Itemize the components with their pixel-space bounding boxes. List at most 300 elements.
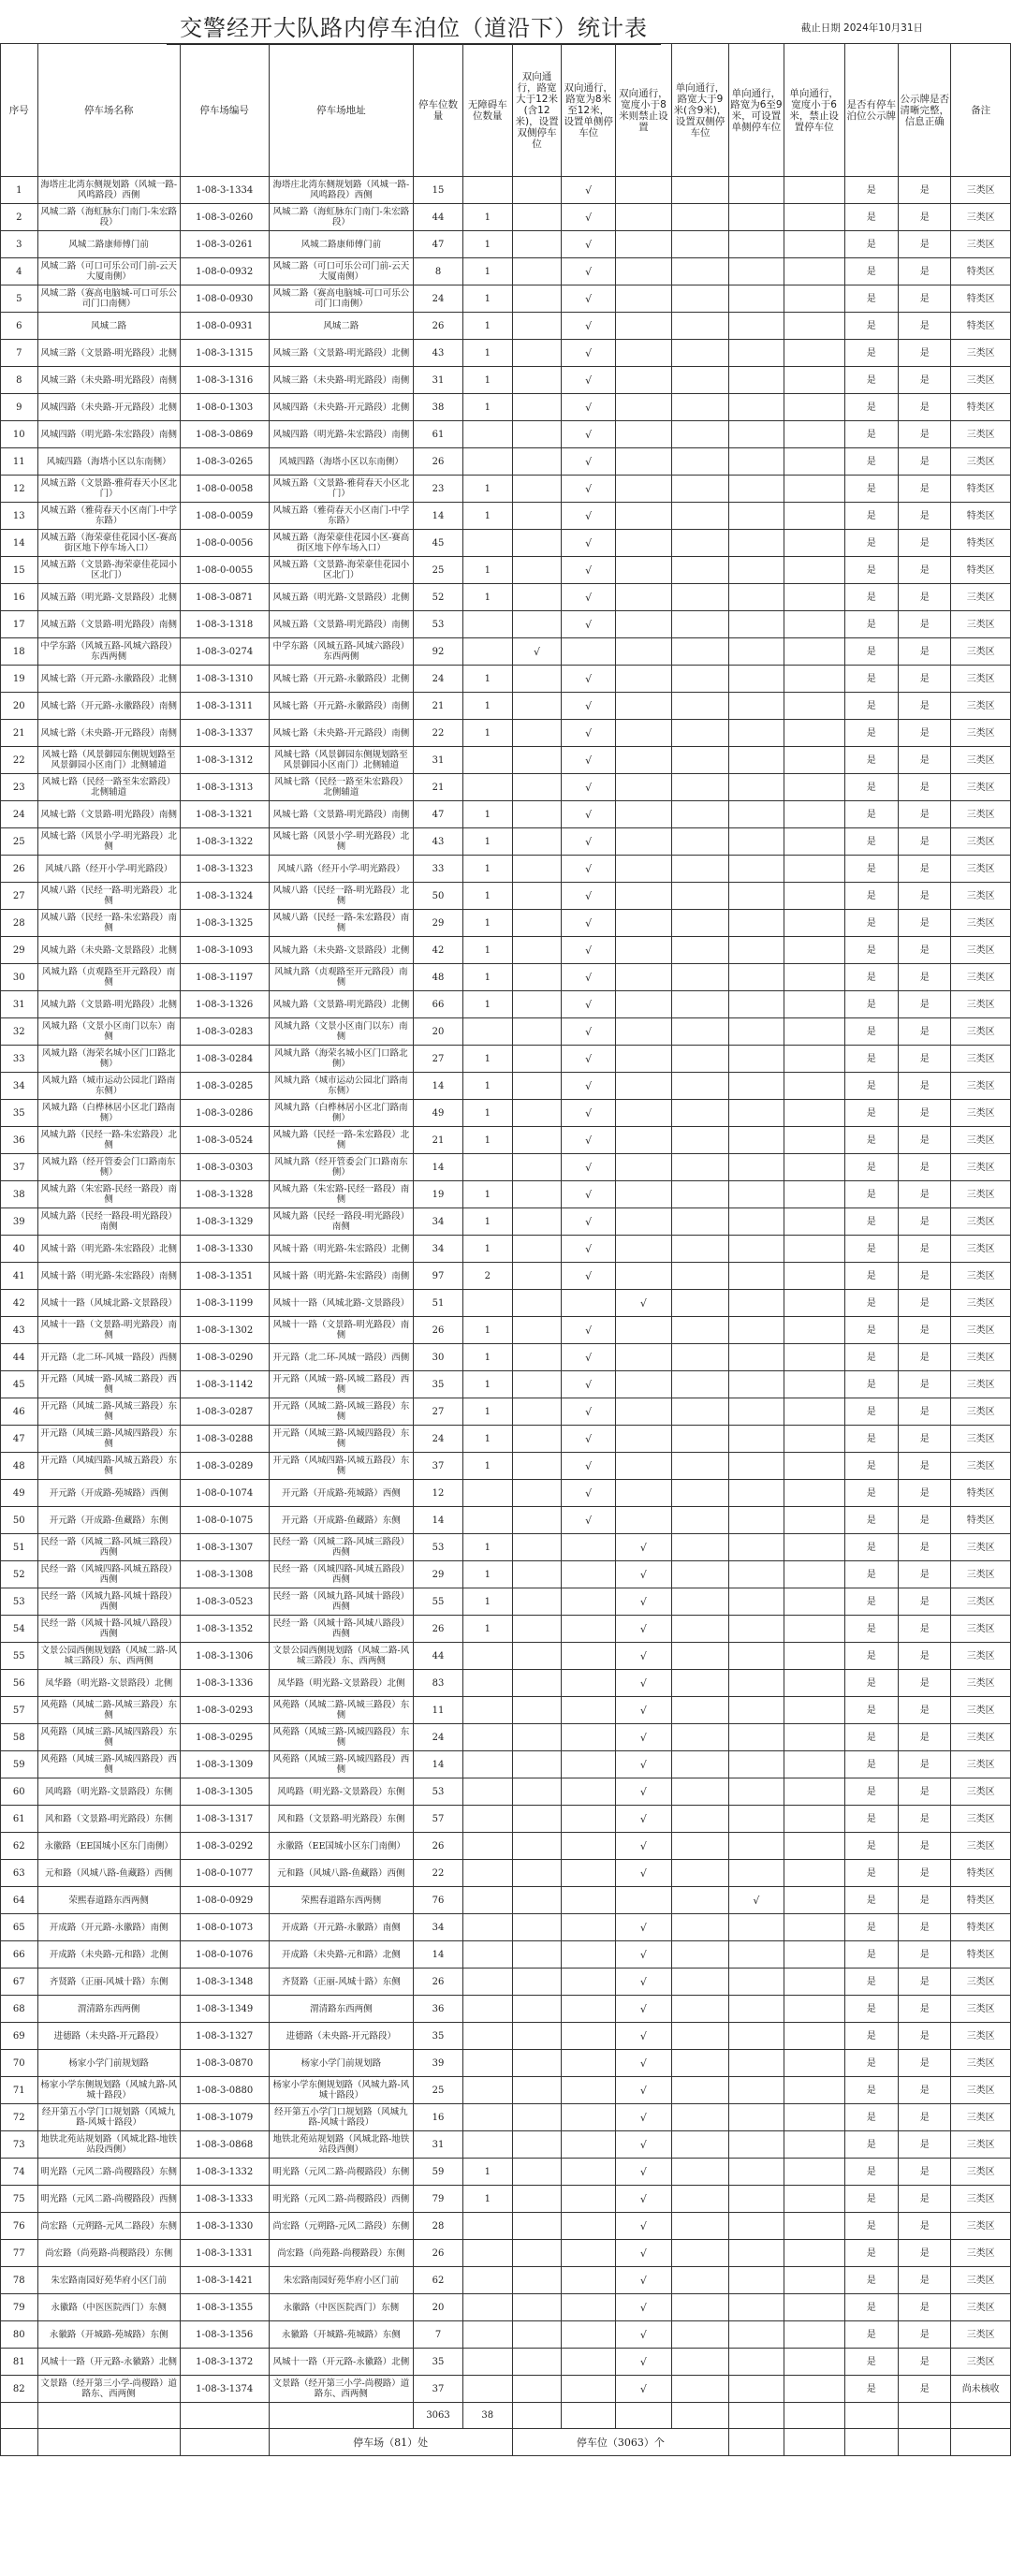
two-way-mid-single: √ — [562, 1100, 616, 1127]
two-way-mid-single: √ — [562, 1046, 616, 1073]
accessible-count: 1 — [462, 693, 512, 720]
two-way-narrow-prohibited — [615, 1371, 671, 1398]
table-row — [1, 937, 1011, 964]
two-way-wide-double — [512, 177, 562, 204]
remark: 三类区 — [951, 1996, 1011, 2023]
space-count: 47 — [414, 801, 463, 828]
two-way-mid-single — [562, 2104, 616, 2131]
accessible-count — [462, 448, 512, 476]
space-count: 26 — [414, 313, 463, 340]
lot-name: 开成路（未央路-元和路）北侧 — [37, 1941, 180, 1969]
remark: 三类区 — [951, 1344, 1011, 1371]
lot-name: 文景路（经开第三小学-尚稷路）道路东、西两侧 — [37, 2376, 180, 2403]
accessible-count — [462, 1697, 512, 1724]
one-way-wide-double — [671, 1588, 728, 1616]
one-way-wide-double — [671, 1697, 728, 1724]
table-row — [1, 638, 1011, 666]
one-way-mid-single — [729, 2104, 784, 2131]
two-way-mid-single — [562, 2321, 616, 2349]
accessible-count: 1 — [462, 557, 512, 584]
two-way-narrow-prohibited — [615, 204, 671, 231]
sign-clear: 是 — [899, 1236, 951, 1263]
two-way-wide-double — [512, 2131, 562, 2159]
one-way-mid-single — [729, 883, 784, 910]
one-way-mid-single — [729, 313, 784, 340]
two-way-narrow-prohibited: √ — [615, 2321, 671, 2349]
remark: 三类区 — [951, 1534, 1011, 1561]
row-number: 44 — [1, 1344, 38, 1371]
accessible-count — [462, 1941, 512, 1969]
remark: 三类区 — [951, 1263, 1011, 1290]
one-way-wide-double — [671, 1996, 728, 2023]
remark: 三类区 — [951, 611, 1011, 638]
lot-code: 1-08-3-0869 — [180, 421, 269, 448]
two-way-mid-single: √ — [562, 720, 616, 747]
sign-clear: 是 — [899, 1398, 951, 1426]
accessible-count — [462, 1887, 512, 1914]
two-way-mid-single — [562, 1751, 616, 1778]
accessible-count — [462, 1480, 512, 1507]
accessible-count: 1 — [462, 285, 512, 313]
lot-name: 民经一路（风城九路-风城十路段）西侧 — [37, 1588, 180, 1616]
sign-present: 是 — [844, 503, 899, 530]
sign-present: 是 — [844, 1344, 899, 1371]
two-way-wide-double — [512, 1643, 562, 1670]
row-number: 48 — [1, 1453, 38, 1480]
sign-clear: 是 — [899, 2050, 951, 2077]
sign-clear: 是 — [899, 1833, 951, 1860]
lot-code: 1-08-3-1079 — [180, 2104, 269, 2131]
two-way-wide-double — [512, 2186, 562, 2213]
table-row — [1, 367, 1011, 394]
two-way-mid-single: √ — [562, 856, 616, 883]
one-way-mid-single — [729, 1996, 784, 2023]
sign-clear: 是 — [899, 1751, 951, 1778]
row-number: 45 — [1, 1371, 38, 1398]
table-row — [1, 1643, 1011, 1670]
table-row — [1, 204, 1011, 231]
lot-address: 风城五路（文景路-明光路段）南侧 — [269, 611, 414, 638]
accessible-count: 1 — [462, 964, 512, 991]
two-way-narrow-prohibited — [615, 638, 671, 666]
lot-code: 1-08-3-1315 — [180, 340, 269, 367]
two-way-mid-single: √ — [562, 1398, 616, 1426]
table-row — [1, 2131, 1011, 2159]
two-way-wide-double — [512, 1046, 562, 1073]
total-accessible: 38 — [462, 2403, 512, 2429]
one-way-mid-single — [729, 1751, 784, 1778]
two-way-mid-single: √ — [562, 1181, 616, 1208]
row-number: 31 — [1, 991, 38, 1018]
lot-address: 风城八路（经开小学-明光路段） — [269, 856, 414, 883]
two-way-narrow-prohibited — [615, 1073, 671, 1100]
one-way-mid-single — [729, 1724, 784, 1751]
two-way-mid-single: √ — [562, 1344, 616, 1371]
sign-present: 是 — [844, 1806, 899, 1833]
lot-name: 风城九路（贞观路至开元路段）南侧 — [37, 964, 180, 991]
two-way-wide-double — [512, 774, 562, 801]
lot-name: 中学东路（风城五路-风城六路段）东西两侧 — [37, 638, 180, 666]
lot-code: 1-08-3-1330 — [180, 2213, 269, 2240]
two-way-mid-single: √ — [562, 910, 616, 937]
table-row — [1, 448, 1011, 476]
table-row — [1, 1263, 1011, 1290]
lot-address: 明光路（元风二路-尚稷路段）西侧 — [269, 2186, 414, 2213]
two-way-narrow-prohibited: √ — [615, 1643, 671, 1670]
one-way-wide-double — [671, 1398, 728, 1426]
accessible-count — [462, 2349, 512, 2376]
space-count: 26 — [414, 1317, 463, 1344]
two-way-narrow-prohibited — [615, 856, 671, 883]
space-count: 57 — [414, 1806, 463, 1833]
lot-code: 1-08-3-1324 — [180, 883, 269, 910]
two-way-mid-single — [562, 1697, 616, 1724]
two-way-narrow-prohibited — [615, 1208, 671, 1236]
two-way-mid-single — [562, 1969, 616, 1996]
sign-clear: 是 — [899, 666, 951, 693]
two-way-narrow-prohibited — [615, 991, 671, 1018]
two-way-mid-single — [562, 2131, 616, 2159]
empty-cell — [37, 2429, 180, 2456]
table-row — [1, 2267, 1011, 2294]
lot-code: 1-08-3-1349 — [180, 1996, 269, 2023]
table-row — [1, 611, 1011, 638]
empty-cell — [1, 2429, 38, 2456]
sign-clear: 是 — [899, 1263, 951, 1290]
accessible-count: 2 — [462, 1263, 512, 1290]
accessible-count — [462, 177, 512, 204]
sign-present: 是 — [844, 1263, 899, 1290]
one-way-narrow-prohibited — [784, 1833, 844, 1860]
space-count: 14 — [414, 1507, 463, 1534]
sign-present: 是 — [844, 1941, 899, 1969]
one-way-narrow-prohibited — [784, 1018, 844, 1046]
remark: 特类区 — [951, 1480, 1011, 1507]
remark: 三类区 — [951, 1181, 1011, 1208]
two-way-narrow-prohibited: √ — [615, 2077, 671, 2104]
sign-present: 是 — [844, 1181, 899, 1208]
lot-name: 风城七路（风景御园东侧规划路至风景御园小区南门）北侧辅道 — [37, 747, 180, 774]
one-way-narrow-prohibited — [784, 2104, 844, 2131]
lot-address: 风城二路 — [269, 313, 414, 340]
lot-name: 元和路（风城八路-鱼藏路）西侧 — [37, 1860, 180, 1887]
sign-present: 是 — [844, 1996, 899, 2023]
two-way-narrow-prohibited — [615, 1453, 671, 1480]
one-way-mid-single — [729, 1778, 784, 1806]
one-way-mid-single — [729, 1344, 784, 1371]
row-number: 39 — [1, 1208, 38, 1236]
one-way-mid-single — [729, 666, 784, 693]
two-way-wide-double — [512, 937, 562, 964]
lot-code: 1-08-3-1336 — [180, 1670, 269, 1697]
sign-present: 是 — [844, 1914, 899, 1941]
table-row — [1, 1724, 1011, 1751]
two-way-narrow-prohibited — [615, 1181, 671, 1208]
lot-address: 风城五路（海荣豪佳花园小区-赛高街区地下停车场入口） — [269, 530, 414, 557]
two-way-mid-single: √ — [562, 1073, 616, 1100]
remark: 三类区 — [951, 1208, 1011, 1236]
remark: 三类区 — [951, 937, 1011, 964]
sign-clear: 是 — [899, 1561, 951, 1588]
sign-clear: 是 — [899, 1181, 951, 1208]
one-way-wide-double — [671, 1046, 728, 1073]
one-way-narrow-prohibited — [784, 1588, 844, 1616]
two-way-mid-single: √ — [562, 1317, 616, 1344]
lot-name: 风城二路（可口可乐公司门前-云天大厦南侧） — [37, 258, 180, 285]
table-row — [1, 1616, 1011, 1643]
one-way-narrow-prohibited — [784, 611, 844, 638]
two-way-wide-double — [512, 258, 562, 285]
remark: 三类区 — [951, 1616, 1011, 1643]
table-row — [1, 2077, 1011, 2104]
one-way-mid-single — [729, 394, 784, 421]
two-way-narrow-prohibited: √ — [615, 1697, 671, 1724]
sign-clear: 是 — [899, 1724, 951, 1751]
two-way-mid-single — [562, 2159, 616, 2186]
lot-name: 风城二路（海虹脉东门南门-朱宏路段） — [37, 204, 180, 231]
sign-present: 是 — [844, 801, 899, 828]
lot-code: 1-08-3-1142 — [180, 1371, 269, 1398]
two-way-mid-single — [562, 1290, 616, 1317]
two-way-narrow-prohibited — [615, 1887, 671, 1914]
two-way-wide-double — [512, 1480, 562, 1507]
header-cell: 序号 — [1, 44, 38, 177]
space-count: 76 — [414, 1887, 463, 1914]
one-way-mid-single — [729, 1833, 784, 1860]
lot-code: 1-08-3-0274 — [180, 638, 269, 666]
two-way-mid-single — [562, 2240, 616, 2267]
space-count: 20 — [414, 1018, 463, 1046]
two-way-mid-single: √ — [562, 991, 616, 1018]
two-way-mid-single: √ — [562, 448, 616, 476]
one-way-narrow-prohibited — [784, 883, 844, 910]
lot-name: 文景公园西侧规划路（风城二路-风城三路段）东、西两侧 — [37, 1643, 180, 1670]
remark: 特类区 — [951, 258, 1011, 285]
sign-present: 是 — [844, 2376, 899, 2403]
sign-clear: 是 — [899, 2321, 951, 2349]
lot-name: 永徽路（EE国城小区东门南侧） — [37, 1833, 180, 1860]
accessible-count: 1 — [462, 394, 512, 421]
row-number: 61 — [1, 1806, 38, 1833]
two-way-mid-single: √ — [562, 801, 616, 828]
sign-clear: 是 — [899, 1969, 951, 1996]
one-way-wide-double — [671, 856, 728, 883]
one-way-wide-double — [671, 1127, 728, 1154]
row-number: 60 — [1, 1778, 38, 1806]
space-count: 15 — [414, 177, 463, 204]
lot-code: 1-08-3-1306 — [180, 1643, 269, 1670]
two-way-narrow-prohibited — [615, 503, 671, 530]
table-row — [1, 828, 1011, 856]
sign-present: 是 — [844, 1371, 899, 1398]
sign-present: 是 — [844, 747, 899, 774]
one-way-mid-single — [729, 638, 784, 666]
one-way-narrow-prohibited — [784, 1887, 844, 1914]
one-way-mid-single — [729, 1643, 784, 1670]
remark: 三类区 — [951, 1073, 1011, 1100]
one-way-narrow-prohibited — [784, 448, 844, 476]
space-count: 45 — [414, 530, 463, 557]
sign-present: 是 — [844, 2240, 899, 2267]
two-way-narrow-prohibited — [615, 448, 671, 476]
two-way-mid-single: √ — [562, 1426, 616, 1453]
two-way-wide-double — [512, 1426, 562, 1453]
one-way-narrow-prohibited — [784, 910, 844, 937]
remark: 三类区 — [951, 1236, 1011, 1263]
row-number: 40 — [1, 1236, 38, 1263]
summary-spaces: 停车位（3063）个 — [512, 2429, 728, 2456]
table-row — [1, 1046, 1011, 1073]
table-row — [1, 1236, 1011, 1263]
space-count: 37 — [414, 2376, 463, 2403]
table-row — [1, 1100, 1011, 1127]
one-way-mid-single — [729, 1806, 784, 1833]
sign-clear: 是 — [899, 1344, 951, 1371]
accessible-count — [462, 1806, 512, 1833]
one-way-wide-double — [671, 1344, 728, 1371]
accessible-count: 1 — [462, 1453, 512, 1480]
lot-code: 1-08-3-1307 — [180, 1534, 269, 1561]
two-way-wide-double — [512, 1453, 562, 1480]
two-way-wide-double — [512, 1751, 562, 1778]
row-number: 15 — [1, 557, 38, 584]
sign-present: 是 — [844, 1534, 899, 1561]
remark: 特类区 — [951, 1941, 1011, 1969]
two-way-wide-double — [512, 1778, 562, 1806]
one-way-wide-double — [671, 1371, 728, 1398]
two-way-narrow-prohibited: √ — [615, 1751, 671, 1778]
lot-name: 风城八路（经开小学-明光路段） — [37, 856, 180, 883]
table-row — [1, 774, 1011, 801]
lot-address: 风城九路（文景小区南门以东）南侧 — [269, 1018, 414, 1046]
sign-present: 是 — [844, 2104, 899, 2131]
space-count: 53 — [414, 611, 463, 638]
lot-code: 1-08-3-0290 — [180, 1344, 269, 1371]
sign-clear: 是 — [899, 1941, 951, 1969]
header-cell: 双向通行，路宽大于12米(含12米)，设置双侧停车位 — [512, 44, 562, 177]
accessible-count: 1 — [462, 1561, 512, 1588]
header-cell: 停车场地址 — [269, 44, 414, 177]
lot-code: 1-08-0-1077 — [180, 1860, 269, 1887]
accessible-count: 1 — [462, 883, 512, 910]
two-way-wide-double — [512, 340, 562, 367]
one-way-narrow-prohibited — [784, 1046, 844, 1073]
lot-name: 风和路（文景路-明光路段）东侧 — [37, 1806, 180, 1833]
document-title: 交警经开大队路内停车泊位（道沿下）统计表 — [167, 9, 661, 45]
table-row — [1, 2050, 1011, 2077]
table-row — [1, 2186, 1011, 2213]
two-way-wide-double — [512, 1806, 562, 1833]
lot-address: 齐贤路（正丽-风城十路）东侧 — [269, 1969, 414, 1996]
table-row — [1, 1480, 1011, 1507]
two-way-narrow-prohibited — [615, 340, 671, 367]
two-way-narrow-prohibited: √ — [615, 1616, 671, 1643]
lot-code: 1-08-0-0929 — [180, 1887, 269, 1914]
two-way-narrow-prohibited: √ — [615, 1534, 671, 1561]
one-way-wide-double — [671, 1616, 728, 1643]
one-way-wide-double — [671, 177, 728, 204]
lot-code: 1-08-0-0058 — [180, 476, 269, 503]
header-cell: 停车位数量 — [414, 44, 463, 177]
one-way-narrow-prohibited — [784, 828, 844, 856]
sign-present: 是 — [844, 611, 899, 638]
one-way-wide-double — [671, 693, 728, 720]
accessible-count — [462, 1670, 512, 1697]
sign-present: 是 — [844, 2267, 899, 2294]
lot-name: 风城十一路（风城北路-文景路段） — [37, 1290, 180, 1317]
table-row — [1, 2321, 1011, 2349]
two-way-narrow-prohibited — [615, 1236, 671, 1263]
two-way-narrow-prohibited — [615, 313, 671, 340]
two-way-mid-single: √ — [562, 1507, 616, 1534]
row-number: 43 — [1, 1317, 38, 1344]
lot-name: 风城九路（城市运动公园北门路南东侧） — [37, 1073, 180, 1100]
one-way-wide-double — [671, 611, 728, 638]
lot-name: 地铁北苑站规划路（风城北路-地铁站段西侧） — [37, 2131, 180, 2159]
lot-name: 风城九路（未央路-文景路段）北侧 — [37, 937, 180, 964]
sign-present: 是 — [844, 394, 899, 421]
space-count: 14 — [414, 1941, 463, 1969]
one-way-wide-double — [671, 1236, 728, 1263]
two-way-narrow-prohibited: √ — [615, 2159, 671, 2186]
one-way-narrow-prohibited — [784, 2023, 844, 2050]
space-count: 14 — [414, 1751, 463, 1778]
accessible-count — [462, 638, 512, 666]
space-count: 52 — [414, 584, 463, 611]
one-way-mid-single — [729, 720, 784, 747]
table-row — [1, 421, 1011, 448]
remark: 三类区 — [951, 448, 1011, 476]
accessible-count: 1 — [462, 1371, 512, 1398]
lot-code: 1-08-3-1326 — [180, 991, 269, 1018]
accessible-count — [462, 2321, 512, 2349]
one-way-narrow-prohibited — [784, 1996, 844, 2023]
lot-name: 开元路（风城二路-风城三路段）东侧 — [37, 1398, 180, 1426]
table-row — [1, 1561, 1011, 1588]
two-way-wide-double — [512, 2267, 562, 2294]
sign-present: 是 — [844, 2050, 899, 2077]
one-way-wide-double — [671, 1887, 728, 1914]
space-count: 14 — [414, 1073, 463, 1100]
sign-clear: 是 — [899, 720, 951, 747]
one-way-mid-single — [729, 964, 784, 991]
lot-code: 1-08-3-0303 — [180, 1154, 269, 1181]
lot-address: 风城七路（文景路-明光路段）南侧 — [269, 801, 414, 828]
sign-clear: 是 — [899, 611, 951, 638]
remark: 三类区 — [951, 1778, 1011, 1806]
table-body — [1, 177, 1011, 2403]
lot-name: 进德路（未央路-开元路段） — [37, 2023, 180, 2050]
one-way-wide-double — [671, 313, 728, 340]
lot-code: 1-08-3-1333 — [180, 2186, 269, 2213]
accessible-count — [462, 1833, 512, 1860]
sign-present: 是 — [844, 1073, 899, 1100]
one-way-wide-double — [671, 1181, 728, 1208]
sign-clear: 是 — [899, 937, 951, 964]
lot-name: 风城十路（明光路-朱宏路段）南侧 — [37, 1263, 180, 1290]
one-way-wide-double — [671, 584, 728, 611]
one-way-mid-single — [729, 1561, 784, 1588]
lot-address: 风城二路（赛高电脑城-可口可乐公司门口南侧） — [269, 285, 414, 313]
two-way-mid-single: √ — [562, 285, 616, 313]
two-way-narrow-prohibited — [615, 285, 671, 313]
remark: 三类区 — [951, 1290, 1011, 1317]
table-row — [1, 2294, 1011, 2321]
lot-code: 1-08-3-1327 — [180, 2023, 269, 2050]
lot-address: 风城二路（海虹脉东门南门-朱宏路段） — [269, 204, 414, 231]
lot-address: 文景路（经开第三小学-尚稷路）道路东、西两侧 — [269, 2376, 414, 2403]
table-row — [1, 1154, 1011, 1181]
